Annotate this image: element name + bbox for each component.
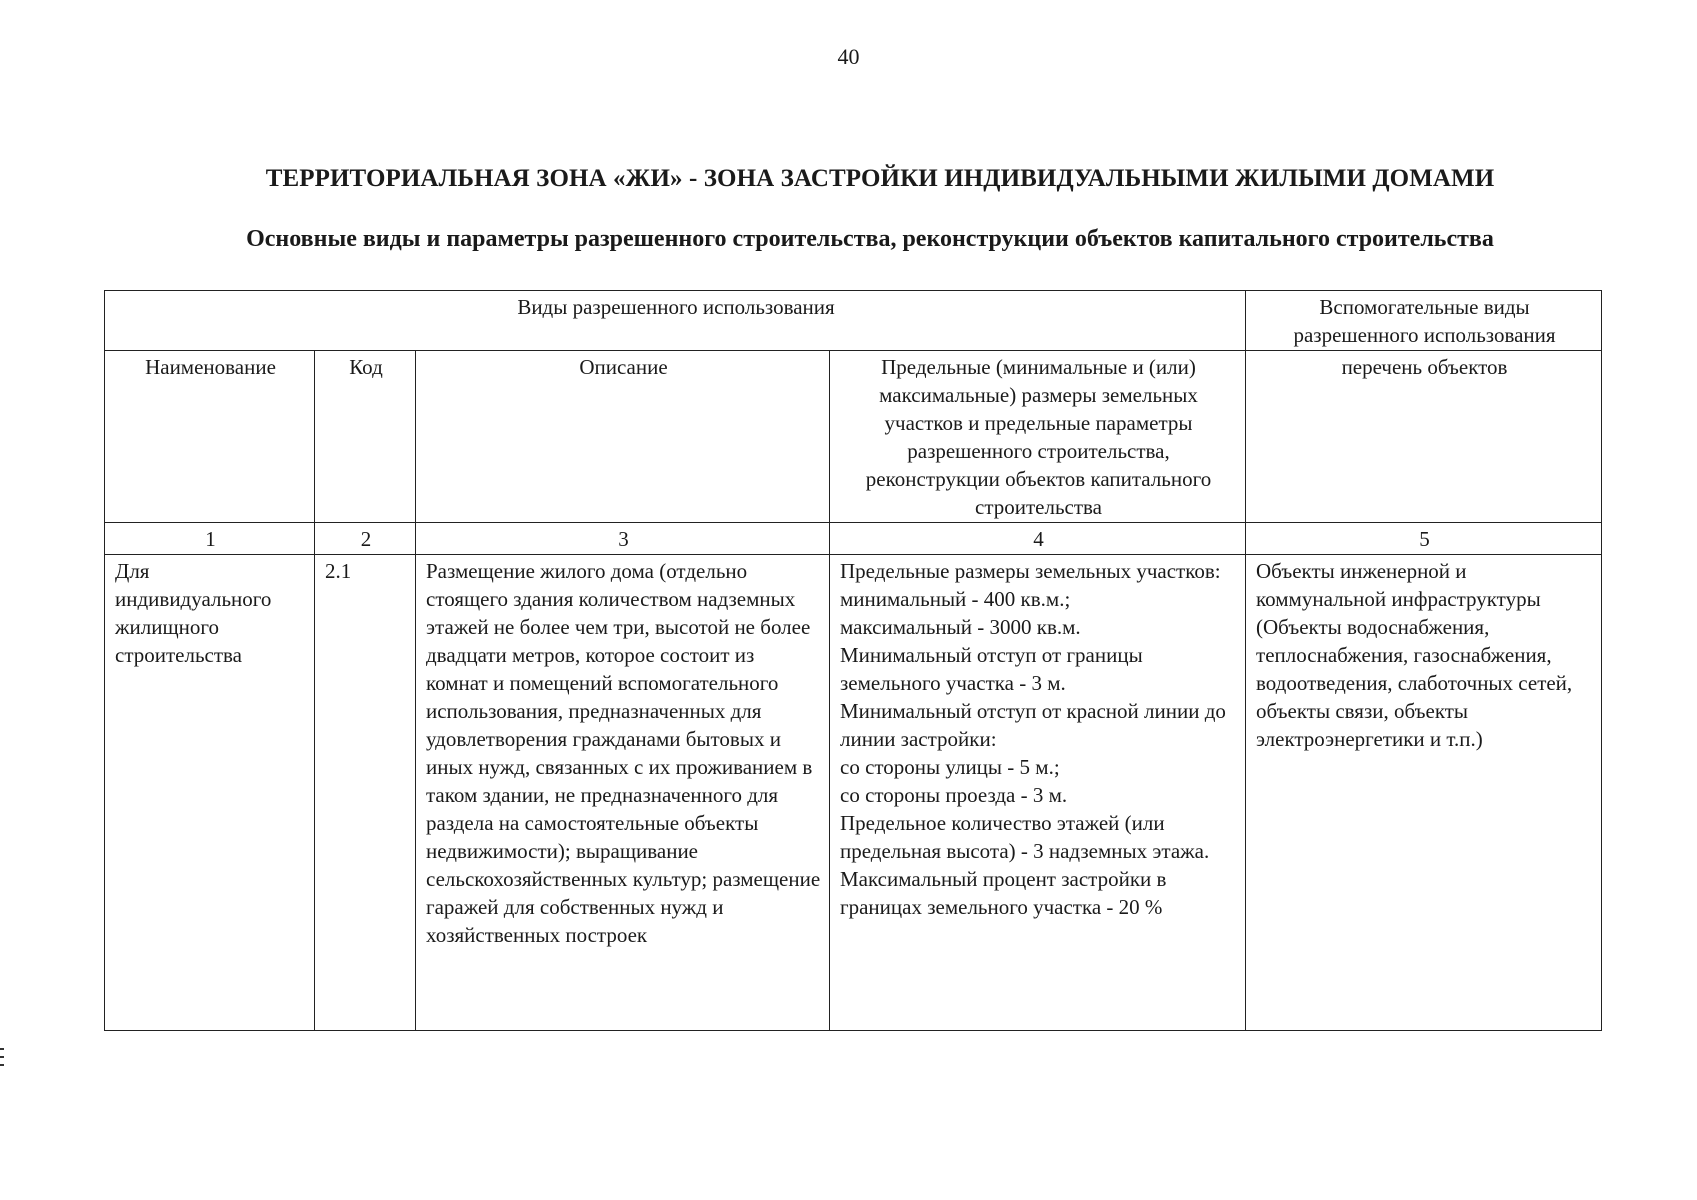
column-header-description: Описание: [416, 351, 830, 523]
column-header-name: Наименование: [105, 351, 315, 523]
column-number-row: [105, 523, 1602, 555]
scan-edge-marks: [0, 1048, 4, 1072]
column-header-code: Код: [315, 351, 416, 523]
cell-description: Размещение жилого дома (отдельно стоящего здания количеством надземных этажей не более чем три, высотой не более двадцати метров, которое состоит из комнат и помещений вспомогательного использования, предназначенных для удовлетворения гражданами бытовых и иных нужд, связанных с их проживанием в таком здании, не предназначенного для раздела на самостоятельные объекты недвижимости); выращивание сельскохозяйственных культур; размещение гаражей для собственных нужд и хозяйственных построек: [416, 555, 830, 1031]
cell-objects: Объекты инженерной и коммунальной инфраструктуры (Объекты водоснабжения, теплоснабжения, газоснабжения, водоотведения, слаботочных сетей, объекты связи, объекты электроэнергетики и т.п.): [1246, 555, 1602, 1031]
auxiliary-uses-header: Вспомогательные виды разрешенного использования: [1246, 291, 1602, 351]
table-row: [105, 555, 1602, 1031]
column-number: 5: [1246, 523, 1602, 555]
column-number: 2: [315, 523, 416, 555]
permitted-uses-header: Виды разрешенного использования: [105, 291, 1246, 351]
table-column-header-row: [105, 351, 1602, 523]
column-header-objects: перечень объектов: [1246, 351, 1602, 523]
cell-limits: Предельные размеры земельных участков: минимальный - 400 кв.м.; максимальный - 3000 кв.м. Минимальный отступ от границы земельного участка - 3 м. Минимальный отступ от красной линии до линии застройки: со стороны улицы - 5 м.; со стороны проезда - 3 м. Предельное количество этажей (или предельная высота) - 3 надземных этажа. Максимальный процент застройки в границах земельного участка - 20 %: [830, 555, 1246, 1031]
column-header-limits: Предельные (минимальные и (или) максимальные) размеры земельных участков и предельные параметры разрешенного строительства, реконструкции объектов капитального строительства: [830, 351, 1246, 523]
zone-title: ТЕРРИТОРИАЛЬНАЯ ЗОНА «ЖИ» - ЗОНА ЗАСТРОЙКИ ИНДИВИДУАЛЬНЫМИ ЖИЛЫМИ ДОМАМИ: [265, 165, 1495, 192]
cell-name: Для индивидуального жилищного строительства: [105, 555, 315, 1031]
page-number: 40: [837, 44, 860, 69]
column-number: 3: [416, 523, 830, 555]
table-group-header-row: [105, 291, 1602, 351]
section-title: Основные виды и параметры разрешенного строительства, реконструкции объектов капитального строительства: [246, 226, 1494, 252]
regulations-table: [104, 290, 1602, 1031]
column-number: 1: [105, 523, 315, 555]
column-number: 4: [830, 523, 1246, 555]
cell-code: 2.1: [315, 555, 416, 1031]
